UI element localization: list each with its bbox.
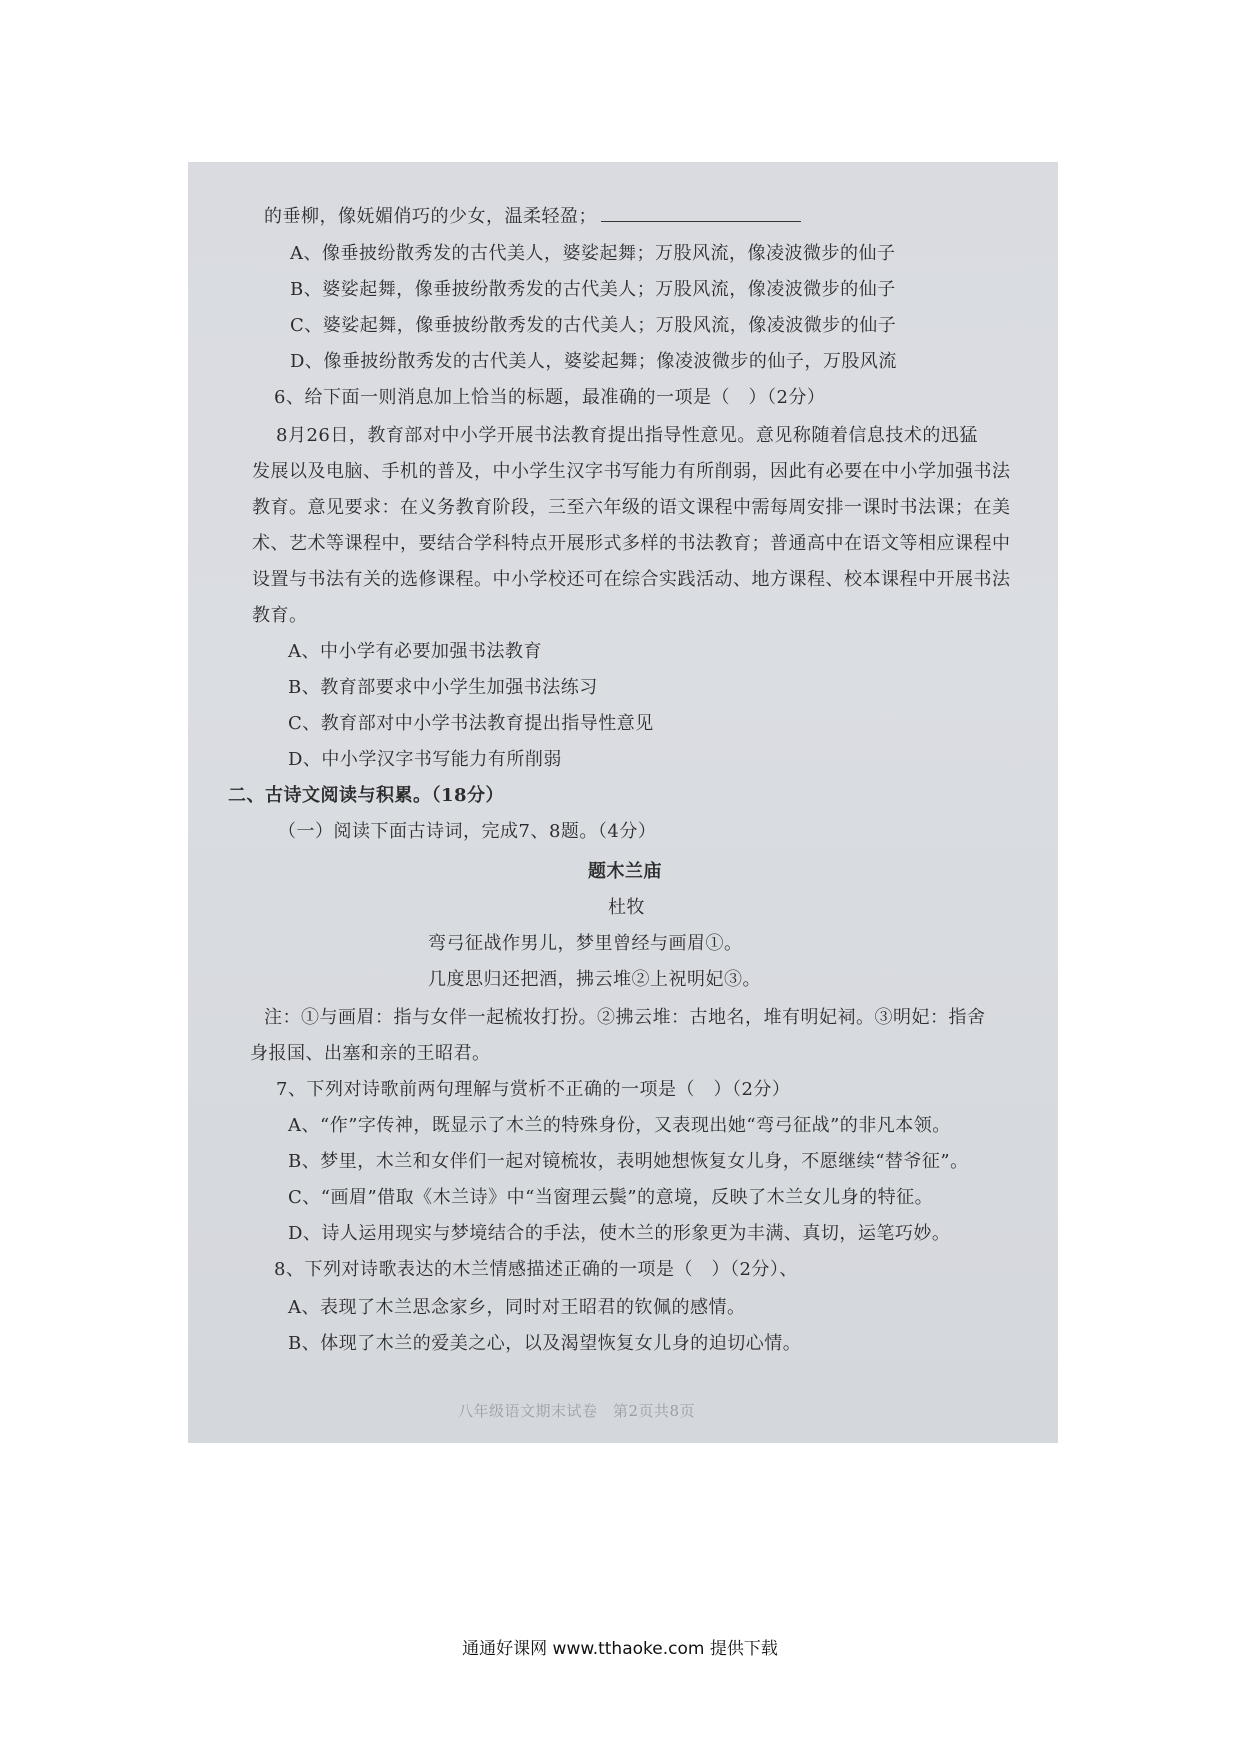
q5-option-c: C、婆娑起舞，像垂披纷散秀发的古代美人；万股风流，像凌波微步的仙子 [290,315,897,336]
q6-passage-line: 教育。意见要求：在义务教育阶段，三至六年级的语文课程中需每周安排一课时书法课；在美 [252,497,1011,518]
q8-option-a: A、表现了木兰思念家乡，同时对王昭君的钦佩的感情。 [288,1297,746,1318]
section-2-title: 二、古诗文阅读与积累。（18分） [228,785,505,806]
q6-passage-line: 8月26日，教育部对中小学开展书法教育提出指导性意见。意见称随着信息技术的迅猛 [276,425,978,446]
page-number-footer: 八年级语文期末试卷 第2页共8页 [458,1402,696,1420]
q5-stem-tail: 的垂柳，像妩媚俏巧的少女，温柔轻盈； [264,205,801,229]
poem-notes: 身报国、出塞和亲的王昭君。 [250,1043,491,1064]
poem-line: 弯弓征战作男儿，梦里曾经与画眉①。 [428,933,743,954]
q6-option-b: B、教育部要求中小学生加强书法练习 [288,677,598,698]
poem-line: 几度思归还把酒，拂云堆②上祝明妃③。 [428,969,761,990]
q6-option-d: D、中小学汉字书写能力有所削弱 [288,749,562,770]
q5-option-b: B、婆娑起舞，像垂披纷散秀发的古代美人；万股风流，像凌波微步的仙子 [290,279,896,300]
q6-option-a: A、中小学有必要加强书法教育 [288,641,542,662]
site-footer: 通通好课网 www.tthaoke.com 提供下载 [462,1639,778,1659]
q7-option-a: A、“作”字传神，既显示了木兰的特殊身份，又表现出她“弯弓征战”的非凡本领。 [288,1115,951,1136]
poem-title: 题木兰庙 [588,861,662,882]
q6-passage-line: 教育。 [252,605,308,626]
answer-blank [601,205,801,222]
q7-option-c: C、“画眉”借取《木兰诗》中“当窗理云鬓”的意境，反映了木兰女儿身的特征。 [288,1187,934,1208]
q8-stem: 8、下列对诗歌表达的木兰情感描述正确的一项是（ ）（2分）、 [274,1259,798,1280]
poem-notes: 注：①与画眉：指与女伴一起梳妆打扮。②拂云堆：古地名，堆有明妃祠。③明妃：指舍 [264,1007,986,1028]
q7-option-b: B、梦里，木兰和女伴们一起对镜梳妆，表明她想恢复女儿身，不愿继续“替爷征”。 [288,1151,969,1172]
q6-passage-line: 术、艺术等课程中，要结合学科特点开展形式多样的书法教育；普通高中在语文等相应课程中 [252,533,1011,554]
q8-option-b: B、体现了木兰的爱美之心，以及渴望恢复女儿身的迫切心情。 [288,1333,802,1354]
q6-option-c: C、教育部对中小学书法教育提出指导性意见 [288,713,654,734]
q7-option-d: D、诗人运用现实与梦境结合的手法，使木兰的形象更为丰满、真切，运笔巧妙。 [288,1223,951,1244]
q6-passage-line: 发展以及电脑、手机的普及，中小学生汉字书写能力有所削弱，因此有必要在中小学加强书法 [252,461,1011,482]
exam-photo [188,162,1058,1443]
q7-stem: 7、下列对诗歌前两句理解与赏析不正确的一项是（ ）（2分） [276,1079,791,1100]
sub-question-1: （一）阅读下面古诗词，完成7、8题。（4分） [278,821,657,842]
q6-stem: 6、给下面一则消息加上恰当的标题，最准确的一项是（ ）（2分） [274,387,826,408]
q5-option-d: D、像垂披纷散秀发的古代美人，婆娑起舞；像凌波微步的仙子，万股风流 [290,351,897,372]
q6-passage-line: 设置与书法有关的选修课程。中小学校还可在综合实践活动、地方课程、校本课程中开展书法 [252,569,1011,590]
q5-option-a: A、像垂披纷散秀发的古代美人，婆娑起舞；万股风流，像凌波微步的仙子 [290,243,896,264]
poem-author: 杜牧 [608,897,645,918]
